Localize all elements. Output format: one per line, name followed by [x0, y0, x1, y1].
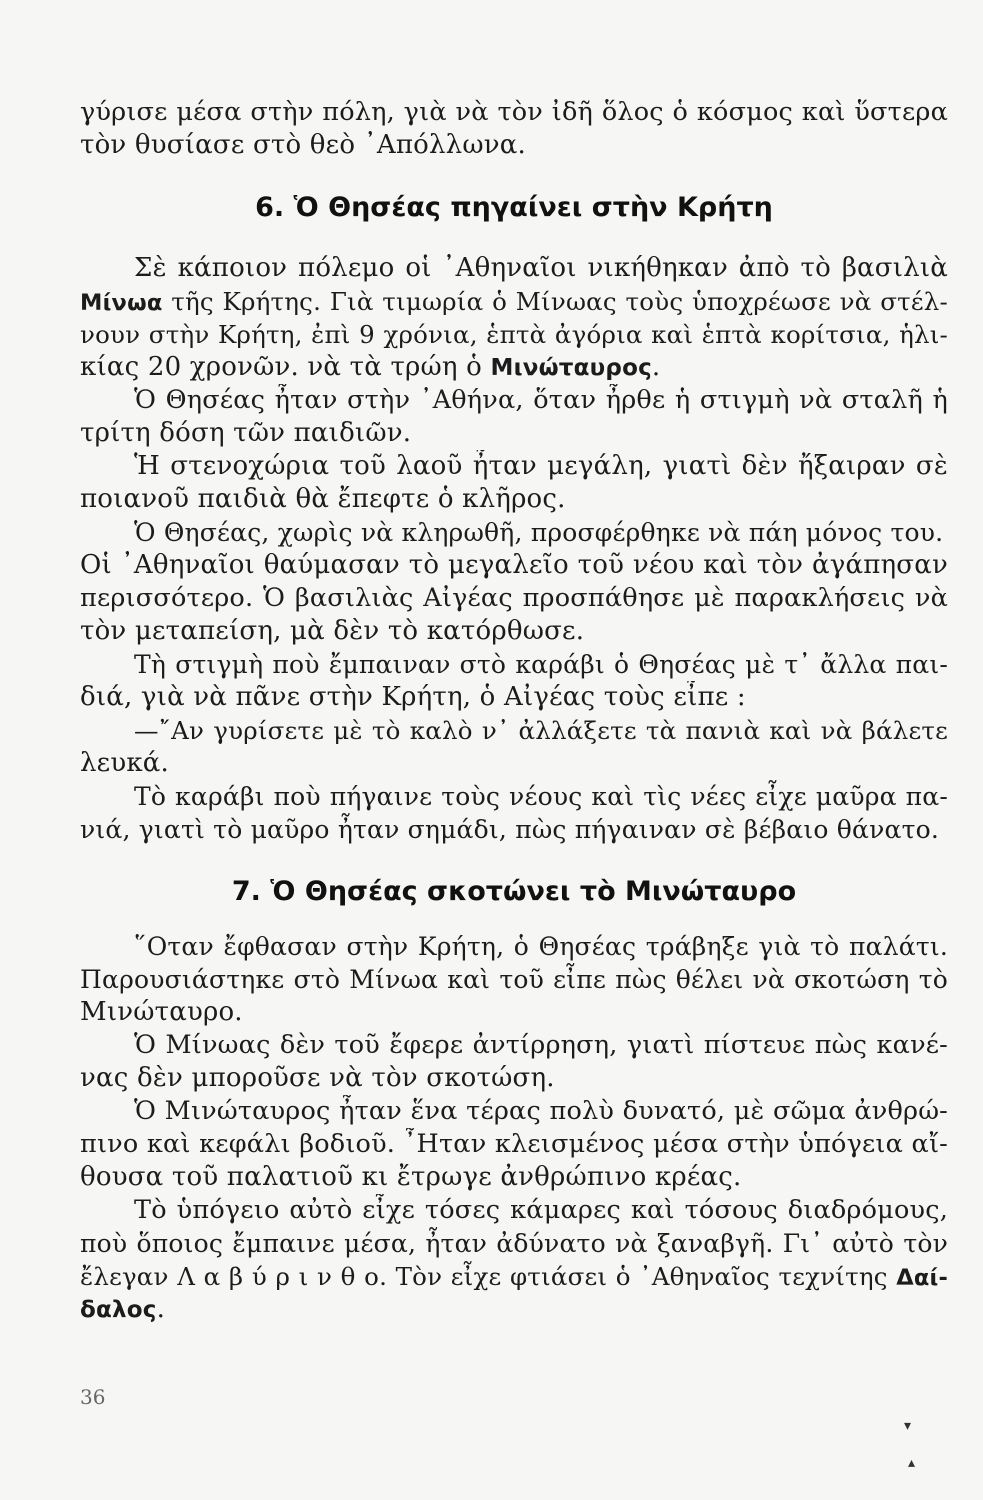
text-line: λευκά.	[80, 748, 170, 778]
text-line: τὸν θυσίασε στὸ θεὸ ᾿Απόλλωνα.	[80, 130, 526, 160]
text-line: ποιανοῦ παιδιὰ θὰ ἔπεφτε ὁ κλῆρος.	[80, 484, 566, 514]
section-heading: 6. Ὁ Θησέας πηγαίνει στὴν Κρήτη	[255, 192, 773, 223]
section-heading: 7. Ὁ Θησέας σκοτώνει τὸ Μινώταυρο	[231, 876, 797, 907]
text-line: νιά, γιατὶ τὸ μαῦρο ἦταν σημάδι, πὼς πήγαιναν σὲ βέβαιο θάνατο.	[80, 815, 940, 844]
text-span: .	[156, 1294, 166, 1324]
text-line: θουσα τοῦ παλατιοῦ κι ἔτρωγε ἀνθρώπινο κρέας.	[80, 1162, 742, 1192]
text-line: Μινώταυρο.	[80, 997, 243, 1027]
page-number: 36	[80, 1385, 106, 1409]
text-span: ἔλεγαν Λ α β ύ ρ ι ν θ ο. Τὸν εἶχε φτιάσει ὁ ᾿Αθηναῖος τεχνίτης	[80, 1262, 897, 1291]
print-speck-mark: ▴	[908, 1455, 916, 1471]
text-line: νουν στὴν Κρήτη, ἐπὶ 9 χρόνια, ἑπτὰ ἀγόρια καὶ ἑπτὰ κορίτσια, ἡλι-	[80, 320, 948, 349]
text-line: ῞Οταν ἔφθασαν στὴν Κρήτη, ὁ Θησέας τράβηξε γιὰ τὸ παλάτι.	[134, 932, 948, 961]
text-line: Ὁ Θησέας ἦταν στὴν ᾿Αθήνα, ὅταν ἦρθε ἡ στιγμὴ νὰ σταλῆ ἡ	[134, 385, 948, 415]
text-line: γύρισε μέσα στὴν πόλη, γιὰ νὰ τὸν ἰδῆ ὅλος ὁ κόσμος καὶ ὕστερα	[80, 97, 948, 127]
text-span: κίας 20 χρονῶν. νὰ τὰ τρώη ὁ	[80, 352, 491, 382]
text-span: τῆς Κρήτης. Γιὰ τιμωρία ὁ Μίνωας τοὺς ὑποχρέωσε νὰ στέλ-	[162, 287, 948, 316]
text-line: Τὸ καράβι ποὺ πήγαινε τοὺς νέους καὶ τὶς νέες εἶχε μαῦρα πα-	[134, 782, 948, 811]
text-line: τρίτη δόση τῶν παιδιῶν.	[80, 418, 412, 448]
text-line	[80, 1260, 948, 1293]
text-line	[80, 1293, 948, 1326]
page-body	[80, 96, 948, 1326]
text-line	[80, 351, 948, 384]
text-line: περισσότερο. Ὁ βασιλιὰς Αἰγέας προσπάθησε μὲ παρακλήσεις νὰ	[80, 583, 948, 613]
text-line: πινο καὶ κεφάλι βοδιοῦ. ῏Ηταν κλεισμένος μέσα στὴν ὑπόγεια αἴ-	[80, 1129, 948, 1159]
text-line: τὸν μεταπείση, μὰ δὲν τὸ κατόρθωσε.	[80, 616, 585, 646]
text-line: ποὺ ὅποιος ἔμπαινε μέσα, ἦταν ἀδύνατο νὰ ξαναβγῆ. Γι᾿ αὐτὸ τὸν	[80, 1229, 948, 1258]
bold-name: Δαί-	[896, 1265, 948, 1291]
text-line: Οἱ ᾿Αθηναῖοι θαύμασαν τὸ μεγαλεῖο τοῦ νέου καὶ τὸν ἀγάπησαν	[80, 550, 948, 580]
text-line: Ὁ Μινώταυρος ἦταν ἕνα τέρας πολὺ δυνατό, μὲ σῶμα ἀνθρώ-	[134, 1096, 948, 1126]
text-line: Τὴ στιγμὴ ποὺ ἔμπαιναν στὸ καράβι ὁ Θησέας μὲ τ᾿ ἄλλα παι-	[134, 650, 948, 679]
text-line: διά, γιὰ νὰ πᾶνε στὴν Κρήτη, ὁ Αἰγέας τοὺς εἶπε :	[80, 682, 746, 712]
text-line: Παρουσιάστηκε στὸ Μίνωα καὶ τοῦ εἶπε πὼς θέλει νὰ σκοτώση τὸ	[80, 965, 948, 994]
text-line	[80, 285, 948, 318]
text-line: Ὁ Θησέας, χωρὶς νὰ κληρωθῆ, προσφέρθηκε νὰ πάη μόνος του.	[134, 518, 944, 547]
text-line: Ἡ στενοχώρια τοῦ λαοῦ ἦταν μεγάλη, γιατὶ δὲν ἤξαιραν σὲ	[134, 451, 948, 481]
bold-name: Μίνωα	[80, 290, 163, 316]
text-line: Τὸ ὑπόγειο αὐτὸ εἶχε τόσες κάμαρες καὶ τόσους διαδρόμους,	[134, 1195, 948, 1225]
text-line: νας δὲν μποροῦσε νὰ τὸν σκοτώση.	[80, 1063, 555, 1093]
text-span: .	[651, 352, 661, 382]
text-line: Ὁ Μίνωας δὲν τοῦ ἔφερε ἀντίρρηση, γιατὶ πίστευε πὼς κανέ-	[134, 1030, 948, 1060]
print-speck-mark: ▾	[904, 1418, 912, 1434]
bold-name: δαλος	[80, 1297, 157, 1323]
text-line: —῎Αν γυρίσετε μὲ τὸ καλὸ ν᾿ ἀλλάξετε τὰ πανιὰ καὶ νὰ βάλετε	[134, 716, 948, 745]
text-line: Σὲ κάποιον πόλεμο οἱ ᾿Αθηναῖοι νικήθηκαν ἀπὸ τὸ βασιλιὰ	[134, 253, 948, 283]
bold-name: Μινώταυρος	[490, 355, 652, 381]
